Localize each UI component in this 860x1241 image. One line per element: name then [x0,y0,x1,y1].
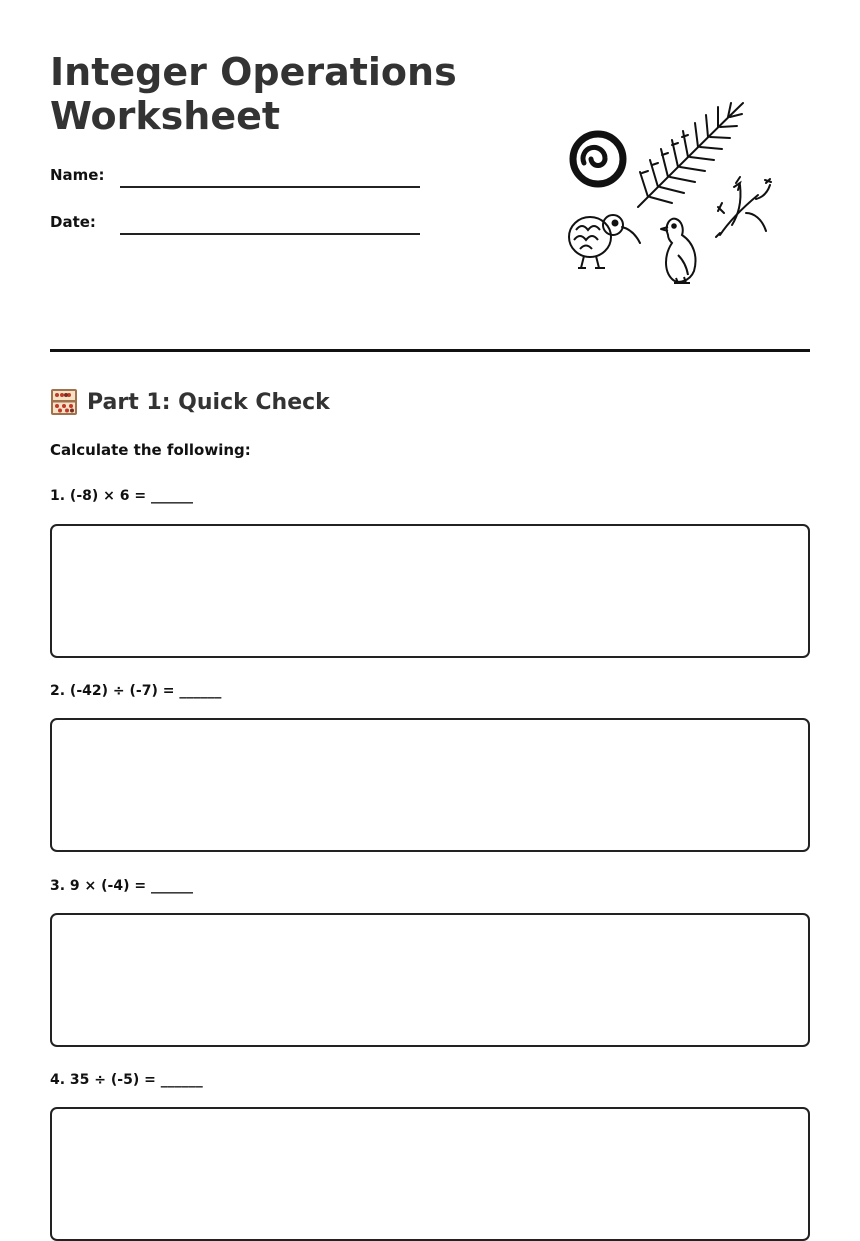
answer-box-4[interactable] [50,1107,810,1241]
maori-nature-illustration [560,95,780,295]
instructions-text: Calculate the following: [50,441,251,459]
answer-box-3[interactable] [50,913,810,1047]
title-line-1: Integer Operations [50,50,457,94]
small-bird-icon [661,219,696,283]
part-1-heading [50,388,330,416]
answer-box-2[interactable] [50,718,810,852]
date-label: Date: [50,213,96,231]
fern-frond-icon [638,103,743,207]
abacus-icon [50,388,78,416]
answer-box-1[interactable] [50,524,810,658]
title-line-2: Worksheet [50,94,281,138]
page-title [50,50,490,138]
name-label: Name: [50,166,105,184]
question-1: 1. (-8) × 6 = ______ [50,488,193,504]
date-field-line[interactable] [120,233,420,235]
koru-spiral-icon [573,134,623,184]
kiwi-bird-icon [569,215,640,268]
question-3: 3. 9 × (-4) = ______ [50,878,193,894]
name-field-line[interactable] [120,186,420,188]
plant-sprig-icon [716,177,771,237]
question-2: 2. (-42) ÷ (-7) = ______ [50,683,222,699]
part-1-title: Part 1: Quick Check [87,389,330,415]
section-divider [50,349,810,352]
question-4: 4. 35 ÷ (-5) = ______ [50,1072,203,1088]
